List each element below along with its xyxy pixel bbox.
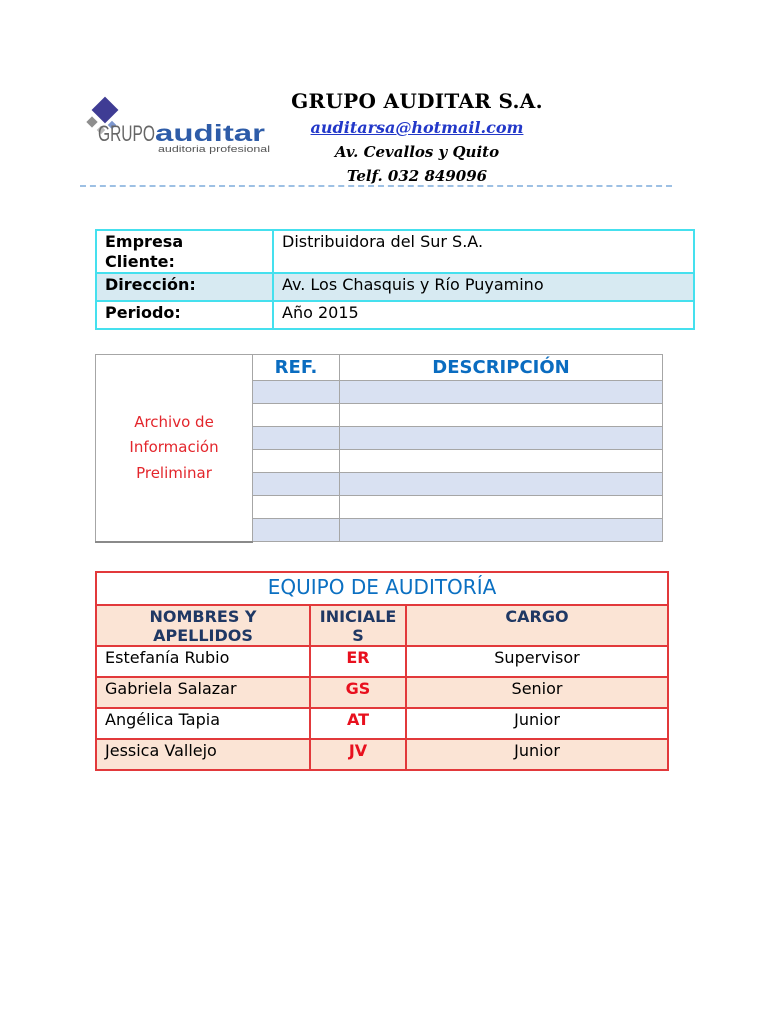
team-member-row (96, 677, 668, 708)
member-role: Junior (406, 708, 668, 739)
client-value: Año 2015 (273, 301, 694, 329)
logo-tagline: auditoria profesional (158, 144, 270, 154)
team-title-row (96, 572, 668, 605)
client-label: Periodo: (105, 303, 181, 322)
client-label-cell (96, 230, 273, 273)
index-description-cell[interactable] (340, 427, 663, 450)
team-header-names (96, 605, 310, 646)
team-header-role: CARGO (406, 605, 668, 646)
client-row-address (96, 273, 694, 301)
index-header-description: DESCRIPCIÓN (340, 355, 663, 381)
audit-team-table (95, 571, 669, 771)
index-description-cell[interactable] (340, 404, 663, 427)
index-ref-cell[interactable] (253, 381, 340, 404)
index-description-cell[interactable] (340, 519, 663, 542)
logo-brand-suffix: auditar (155, 120, 266, 146)
team-member-row (96, 646, 668, 677)
company-name: GRUPO AUDITAR S.A. (291, 89, 543, 113)
team-member-row (96, 708, 668, 739)
member-initials: ER (310, 646, 406, 677)
logo-brand-prefix: GRUPO (98, 121, 155, 146)
member-initials: AT (310, 708, 406, 739)
index-description-cell[interactable] (340, 496, 663, 519)
index-description-cell[interactable] (340, 381, 663, 404)
member-role: Supervisor (406, 646, 668, 677)
header-divider (80, 185, 672, 187)
index-ref-cell[interactable] (253, 427, 340, 450)
company-phone: Telf. 032 849096 (346, 167, 488, 185)
team-member-row (96, 739, 668, 770)
client-info-table (95, 229, 695, 330)
member-initials: JV (310, 739, 406, 770)
member-initials: GS (310, 677, 406, 708)
member-name: Estefanía Rubio (96, 646, 310, 677)
index-ref-cell[interactable] (253, 473, 340, 496)
member-role: Junior (406, 739, 668, 770)
member-name: Jessica Vallejo (96, 739, 310, 770)
team-header-initials: INICIALES (310, 605, 406, 646)
client-value: Distribuidora del Sur S.A. (273, 230, 694, 273)
company-email-link[interactable]: auditarsa@hotmail.com (310, 118, 524, 137)
client-label: Empresa Cliente: (105, 232, 184, 271)
company-address: Av. Cevallos y Quito (334, 143, 500, 161)
team-header-names-label: NOMBRES Y APELLIDOS (149, 607, 257, 645)
index-description-cell[interactable] (340, 450, 663, 473)
company-logo (85, 94, 275, 158)
index-header-ref: REF. (253, 355, 340, 381)
client-label-cell (96, 273, 273, 301)
client-label-cell (96, 301, 273, 329)
member-name: Gabriela Salazar (96, 677, 310, 708)
index-header-row (96, 355, 663, 381)
team-header-row (96, 605, 668, 646)
team-title: EQUIPO DE AUDITORÍA (96, 572, 668, 605)
client-label: Dirección: (105, 275, 196, 294)
index-ref-cell[interactable] (253, 404, 340, 427)
index-section-label: Archivo de Información Preliminar (96, 355, 253, 542)
member-role: Senior (406, 677, 668, 708)
client-row-company (96, 230, 694, 273)
index-description-cell[interactable] (340, 473, 663, 496)
index-ref-cell[interactable] (253, 450, 340, 473)
member-name: Angélica Tapia (96, 708, 310, 739)
index-table (95, 354, 663, 543)
client-row-period (96, 301, 694, 329)
index-ref-cell[interactable] (253, 519, 340, 542)
index-ref-cell[interactable] (253, 496, 340, 519)
client-value: Av. Los Chasquis y Río Puyamino (273, 273, 694, 301)
